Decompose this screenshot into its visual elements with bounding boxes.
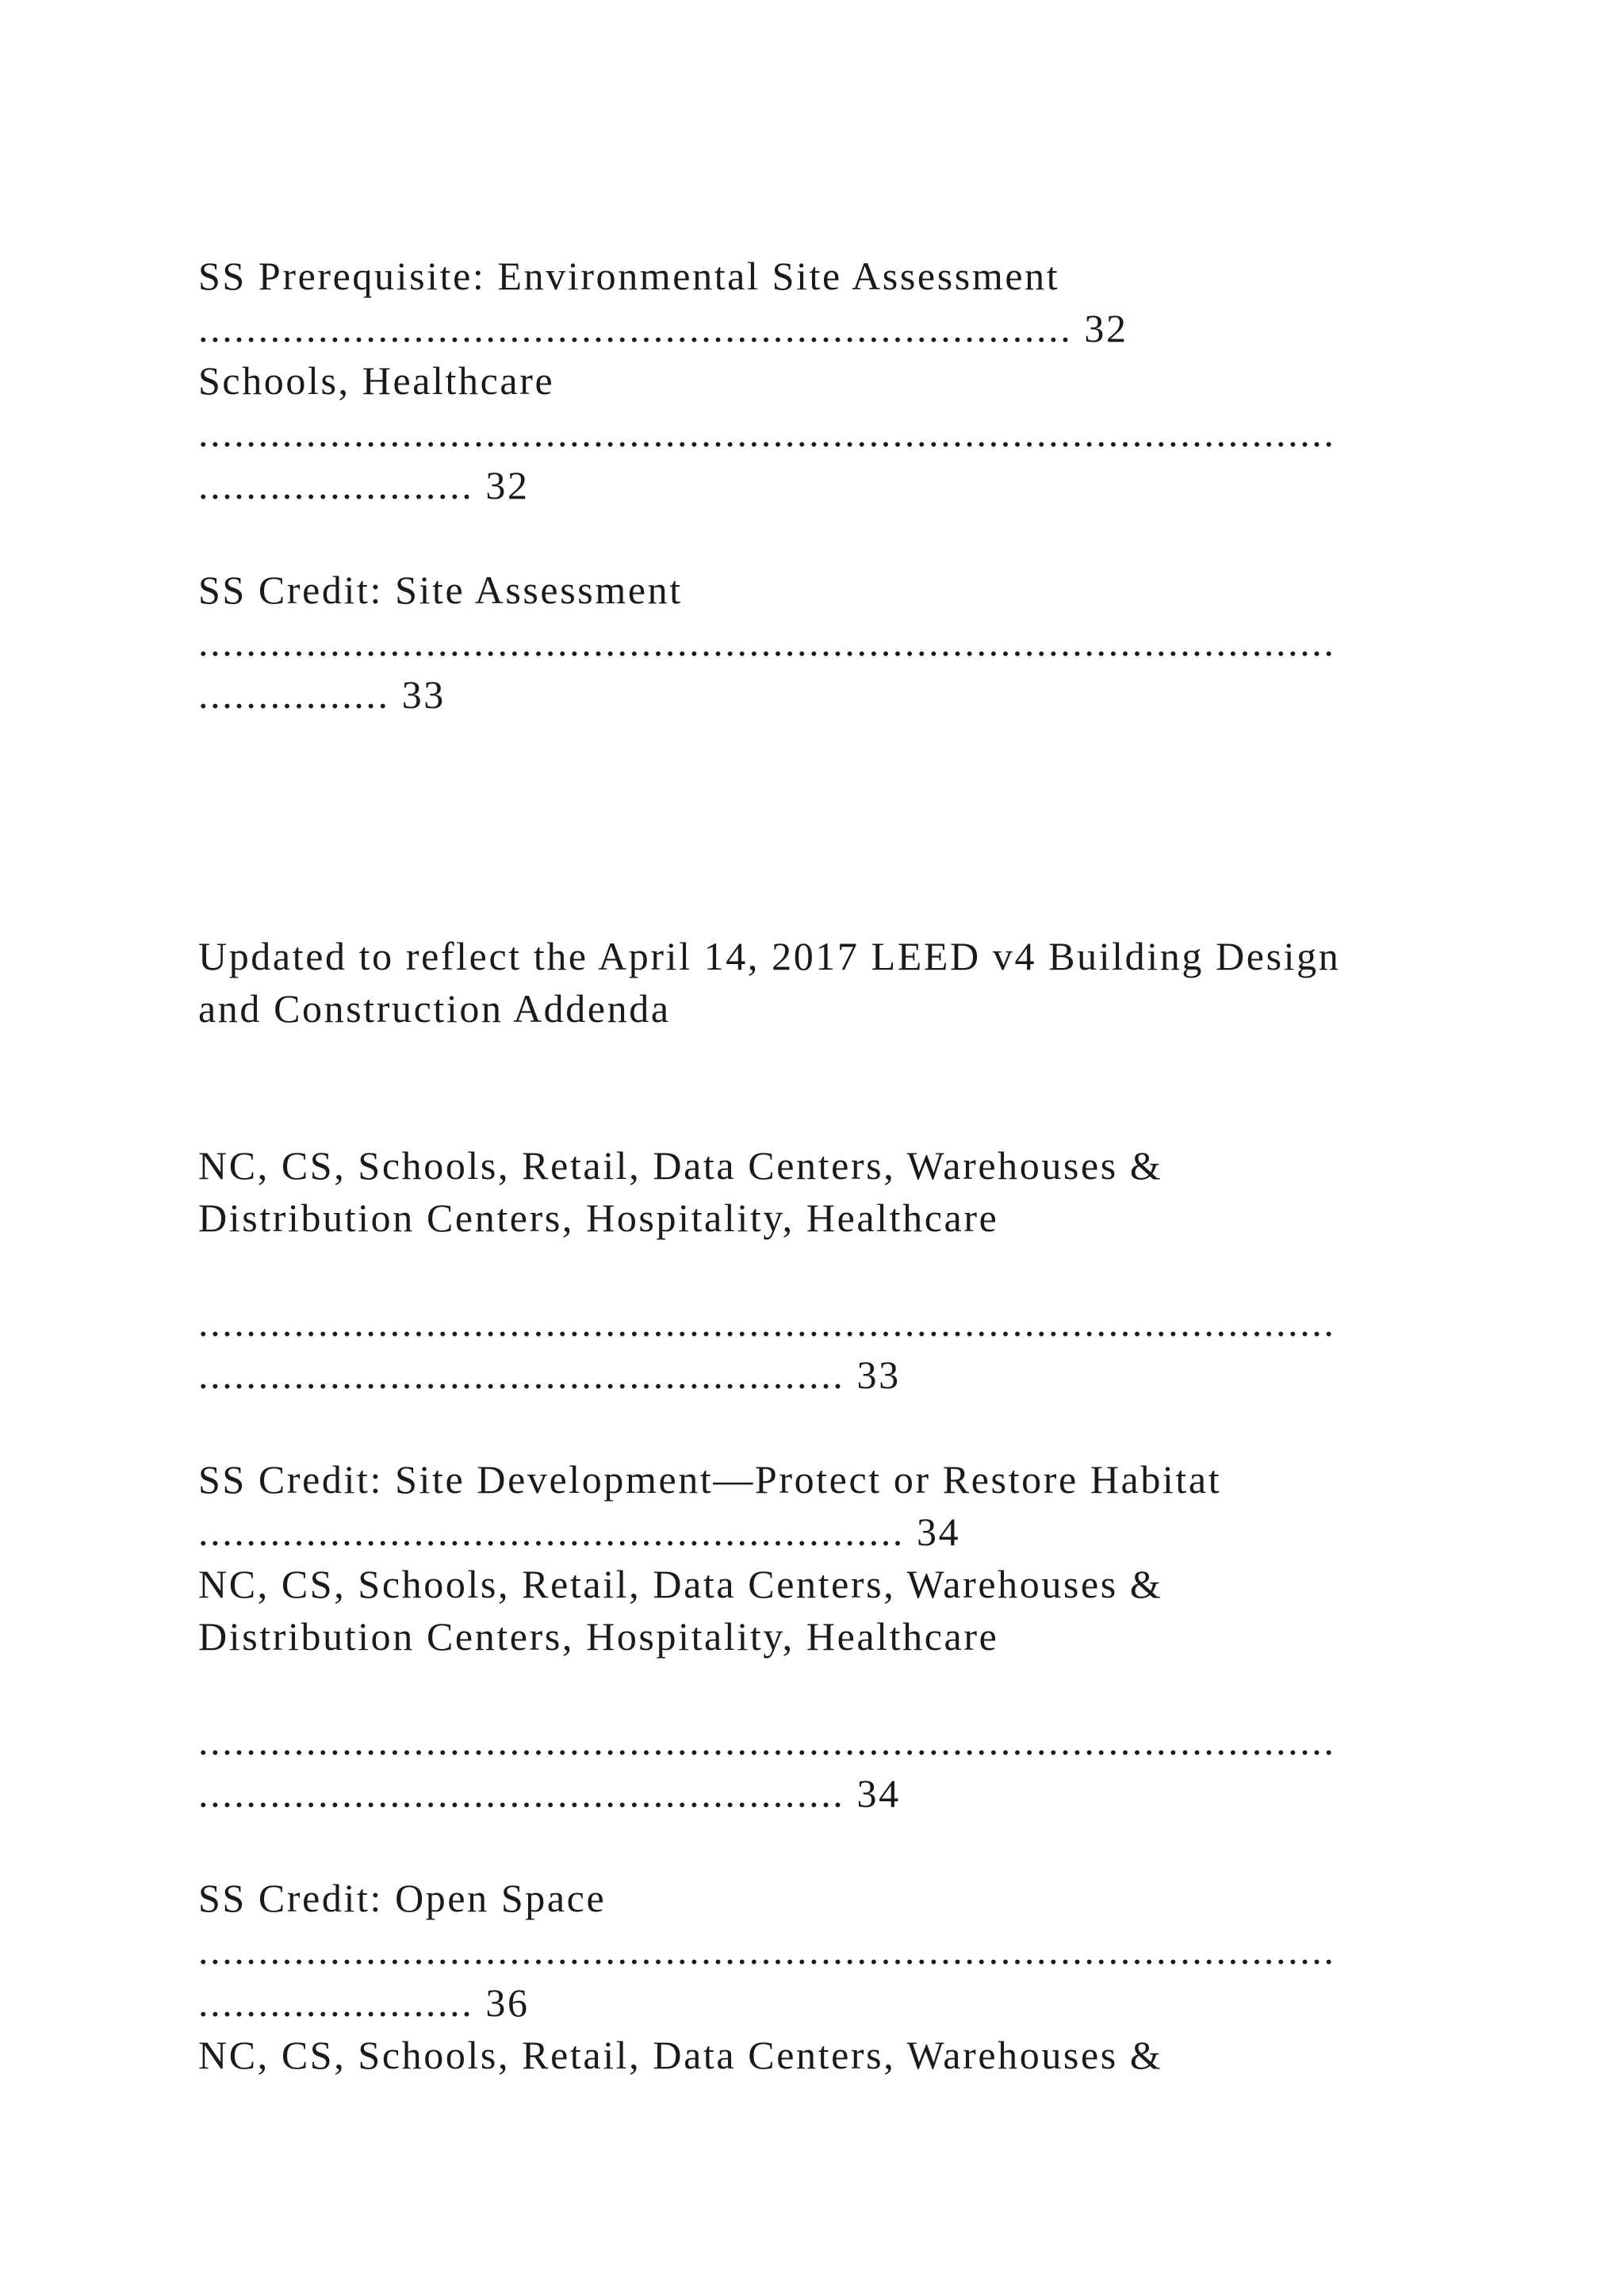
toc-applicability: Distribution Centers, Hospitality, Healthcare [198,1196,999,1240]
toc-leader: ............................................................................................... [198,1928,1336,1973]
toc-leader: ............................................................................................... [198,1719,1336,1763]
toc-leader: ....................... 36 [198,1980,530,2025]
toc-entry-title: SS Credit: Site Assessment [198,568,683,612]
toc-leader: ............................................................................................... [198,620,1336,664]
toc-leader: ................ 33 [198,672,446,717]
toc-entry-title: SS Credit: Site Development—Protect or Restore Habitat [198,1457,1222,1502]
addenda-note: and Construction Addenda [198,986,671,1031]
toc-leader: ............................................................................................... [198,1300,1336,1345]
toc-leader: ............................................................................................... [198,411,1336,455]
toc-entry-title: SS Prerequisite: Environmental Site Assessment [198,254,1060,298]
toc-applicability: Distribution Centers, Hospitality, Healthcare [198,1614,999,1659]
toc-leader: ....................... 32 [198,463,530,507]
toc-leader: ......................................................................... 32 [198,306,1128,350]
toc-leader: ...................................................... 33 [198,1353,901,1397]
toc-applicability: NC, CS, Schools, Retail, Data Centers, Warehouses & [198,1562,1163,1606]
toc-leader: ...................................................... 34 [198,1771,901,1816]
toc-leader: ........................................................... 34 [198,1510,961,1554]
toc-entry-title: SS Credit: Open Space [198,1876,607,1920]
toc-applicability: Schools, Healthcare [198,358,555,403]
toc-applicability: NC, CS, Schools, Retail, Data Centers, Warehouses & [198,1143,1163,1188]
addenda-note: Updated to reflect the April 14, 2017 LEED v4 Building Design [198,934,1341,978]
toc-applicability: NC, CS, Schools, Retail, Data Centers, Warehouses & [198,2033,1163,2077]
